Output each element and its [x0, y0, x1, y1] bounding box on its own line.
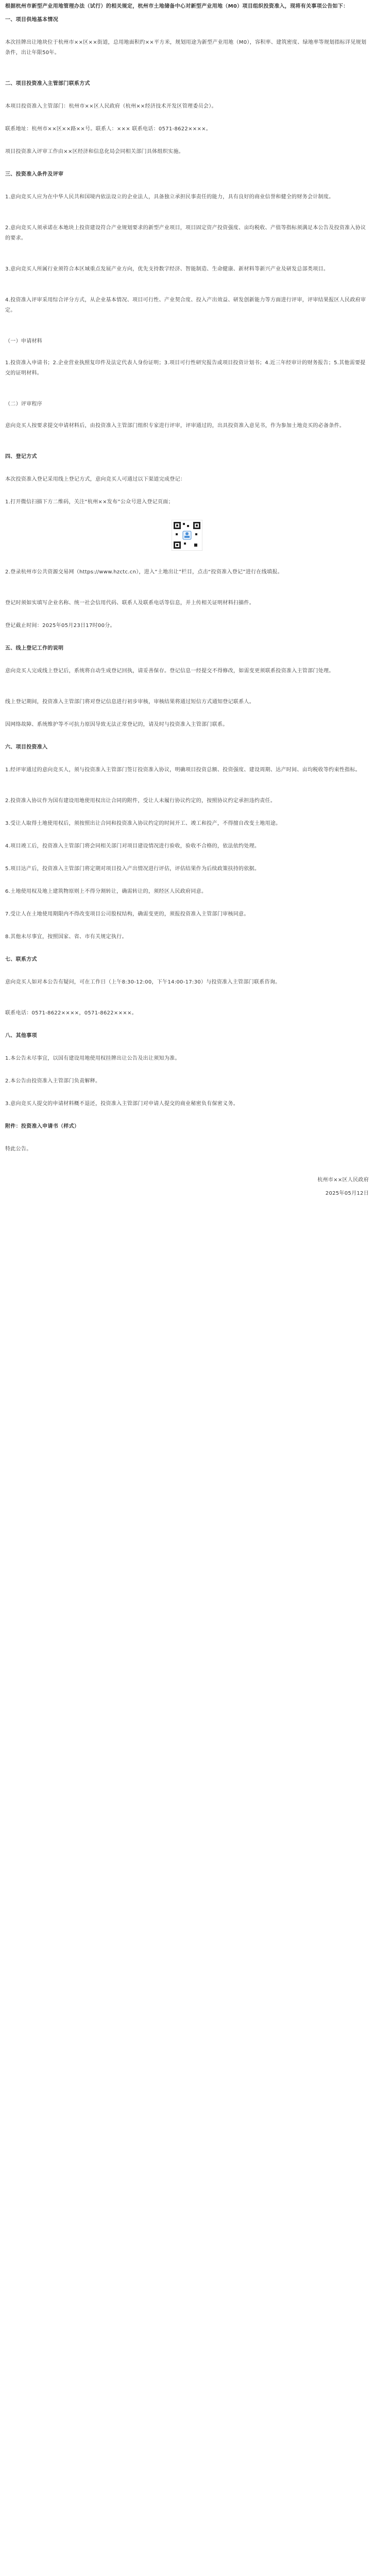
paragraph: 本次投资准入登记采用线上登记方式，意向竞买人可通过以下渠道完成登记： — [5, 477, 186, 482]
paragraph: 本项目投资准入主管部门：杭州市××区人民政府（杭州××经济技术开发区管理委员会）。 — [5, 104, 217, 109]
paragraph: 7.受让人在土地使用期限内不得改变项目公司股权结构，确需变更的，须报投资准入主管部门审核同意。 — [5, 911, 249, 917]
signature-org: 杭州市××区人民政府 — [317, 1177, 369, 1183]
paragraph: 线上登记期间，投资准入主管部门将对登记信息进行初步审核，审核结果将通过短信方式通知登记联系人。 — [5, 699, 255, 705]
paragraph: 1.本公告未尽事宜，以国有建设用地使用权挂牌出让公告及出让须知为准。 — [5, 1056, 180, 1061]
signature-date: 2025年05月12日 — [325, 1191, 369, 1196]
paragraph: 意向竞买人按要求提交申请材料后，由投资准入主管部门组织专家进行评审，评审通过的，出具投资准入意见书，作为参加土地竞买的必备条件。 — [5, 423, 345, 429]
paragraph: 项目投资准入评审工作由××区经济和信息化局会同相关部门具体组织实施。 — [5, 149, 184, 155]
section-heading: 附件：投资准入申请书（样式） — [5, 1124, 80, 1129]
section-heading: 二、项目投资准入主管部门联系方式 — [5, 81, 90, 87]
paragraph: 登记截止时间：2025年05月23日17时00分。 — [5, 623, 115, 629]
qr-code-wrapper — [5, 520, 369, 553]
paragraph: 本次挂牌出让地块位于杭州市××区××街道，总用地面积约××平方米，规划用途为新型产业用地（M0），容积率、建筑密度、绿地率等规划指标详见规划条件，出让年限50年。 — [5, 40, 367, 56]
paragraph: 意向竞买人完成线上登记后，系统将自动生成登记回执，请妥善保存。登记信息一经提交不得修改，如需变更须联系投资准入主管部门处理。 — [5, 668, 334, 674]
paragraph: 3.意向竞买人所属行业须符合本区域重点发展产业方向，优先支持数字经济、智能制造、生命健康、新材料等新兴产业及研发总部类项目。 — [5, 266, 329, 272]
section-heading: 八、其他事项 — [5, 1033, 37, 1039]
section-heading: 四、登记方式 — [5, 454, 37, 460]
section-heading: 三、投资准入条件及评审 — [5, 172, 64, 177]
section-heading: 六、项目投资准入 — [5, 744, 48, 750]
paragraph: 联系电话：0571-8622××××，0571-8622××××。 — [5, 1010, 137, 1016]
paragraph: 4.投资准入评审采用综合评分方式，从企业基本情况、项目可行性、产业契合度、投入产出效益、研发创新能力等方面进行评审，评审结果报区人民政府审定。 — [5, 297, 366, 313]
section-heading: 五、线上登记工作的说明 — [5, 646, 64, 651]
paragraph: 8.其他未尽事宜，按照国家、省、市有关规定执行。 — [5, 934, 127, 940]
paragraph: 1.投资准入申请书；2.企业营业执照复印件及法定代表人身份证明；3.项目可行性研究报告或项目投资计划书；4.近三年经审计的财务报告；5.其他需要提交的证明材料。 — [5, 360, 366, 376]
document-body — [5, 15, 369, 1155]
section-heading: 七、联系方式 — [5, 957, 37, 962]
announcement-document — [0, 0, 374, 1199]
paragraph: 2.登录杭州市公共资源交易网（https://www.hzctc.cn），进入“土地出让”栏目，点击“投资准入登记”进行在线填报。 — [5, 569, 283, 575]
paragraph: 5.项目达产后，投资准入主管部门将定期对项目投入产出情况进行评估，评估结果作为后续政策扶持的依据。 — [5, 866, 260, 872]
paragraph: 登记时须如实填写企业名称、统一社会信用代码、联系人及联系电话等信息，并上传相关证明材料扫描件。 — [5, 600, 255, 606]
paragraph: 3.意向竞买人提交的申请材料概不退还，投资准入主管部门对申请人提交的商业秘密负有保密义务。 — [5, 1101, 239, 1107]
paragraph: 3.受让人取得土地使用权后，须按照出让合同和投资准入协议约定的时间开工、竣工和投产，不得擅自改变土地用途。 — [5, 821, 281, 826]
intro-paragraph: 根据杭州市新型产业用地管理办法（试行）的相关规定，杭州市土地储备中心对新型产业用地（M0）项目组织投资准入，现将有关事项公告如下： — [5, 4, 349, 9]
paragraph: 意向竞买人如对本公告有疑问，可在工作日（上午8:30-12:00，下午14:00-17:30）与投资准入主管部门联系咨询。 — [5, 979, 281, 985]
signature-block — [5, 1175, 369, 1199]
paragraph: 4.项目竣工后，投资准入主管部门将会同相关部门对项目建设情况进行验收，验收不合格的，依法依约处理。 — [5, 843, 260, 849]
paragraph: 1.意向竞买人应为在中华人民共和国境内依法设立的企业法人，具备独立承担民事责任的能力，具有良好的商业信誉和健全的财务会计制度。 — [5, 194, 334, 200]
paragraph: 2.投资准入协议作为国有建设用地使用权出让合同的附件，受让人未履行协议约定的，按照协议约定承担违约责任。 — [5, 798, 276, 804]
section-heading: 一、项目供地基本情况 — [5, 17, 58, 23]
qr-code-icon[interactable] — [172, 520, 202, 551]
paragraph: 2.本公告由投资准入主管部门负责解释。 — [5, 1078, 101, 1084]
paragraph: 2.意向竞买人须承诺在本地块上投资建设符合产业规划要求的新型产业项目，项目固定资产投资强度、亩均税收、产值等指标须满足本公告及投资准入协议的要求。 — [5, 225, 366, 241]
paragraph: 联系地址：杭州市××区××路××号。联系人：××× 联系电话：0571-8622××××。 — [5, 126, 212, 132]
paragraph: 1.经评审通过的意向竞买人，须与投资准入主管部门签订投资准入协议，明确项目投资总额、投资强度、建设周期、达产时间、亩均税收等约束性指标。 — [5, 767, 361, 773]
subsection-heading: （一）申请材料 — [5, 338, 43, 344]
paragraph: 特此公告。 — [5, 1146, 32, 1152]
paragraph: 6.土地使用权及地上建筑物原则上不得分割转让，确需转让的，须经区人民政府同意。 — [5, 889, 207, 894]
paragraph: 1.打开微信扫描下方二维码，关注“杭州××发布”公众号进入登记页面； — [5, 499, 174, 505]
subsection-heading: （二）评审程序 — [5, 401, 43, 407]
paragraph: 因网络故障、系统维护等不可抗力原因导致无法正常登记的，请及时与投资准入主管部门联系。 — [5, 722, 228, 727]
